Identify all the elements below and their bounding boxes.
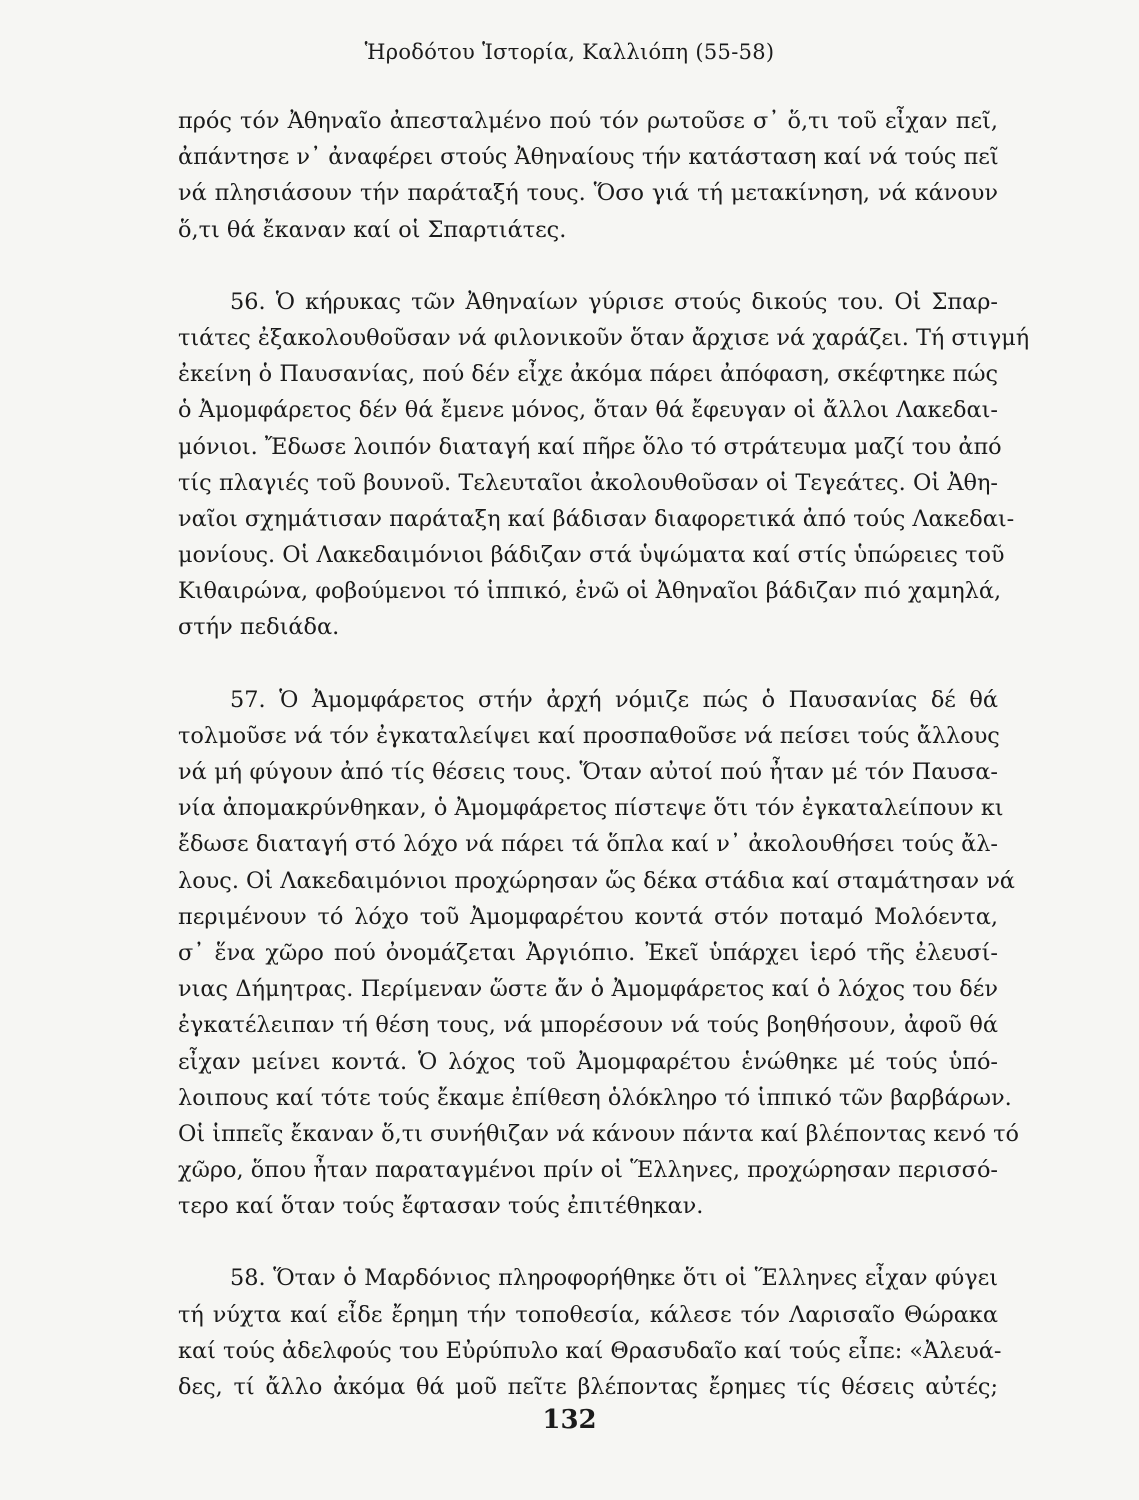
- text-line: σ᾽ ἕνα χῶρο πού ὀνομάζεται Ἀργιόπιο. Ἐκεῖ ὑπάρχει ἱερό τῆς ἐλευσί-: [178, 939, 998, 966]
- text-line: ἀπάντησε ν᾽ ἀναφέρει στούς Ἀθηναίους τήν κατάσταση καί νά τούς πεῖ: [178, 144, 999, 171]
- text-line: ὁ Ἀμομφάρετος δέν θά ἔμενε μόνος, ὅταν θά ἔφευγαν οἱ ἄλλοι Λακεδαι-: [178, 397, 998, 424]
- text-line: τή νύχτα καί εἶδε ἔρημη τήν τοποθεσία, κάλεσε τόν Λαρισαῖο Θώρακα: [178, 1301, 998, 1328]
- text-line: νά μή φύγουν ἀπό τίς θέσεις τους. Ὅταν αὐτοί πού ἦταν μέ τόν Παυσα-: [178, 759, 998, 785]
- text-line: νιας Δήμητρας. Περίμεναν ὥστε ἄν ὁ Ἀμομφάρετος καί ὁ λόχος του δέν: [178, 976, 998, 1003]
- paragraph-56: [178, 284, 1030, 646]
- text-line: τολμοῦσε νά τόν ἐγκαταλείψει καί προσπαθοῦσε νά πείσει τούς ἄλλους: [178, 722, 1000, 749]
- paragraph-spacer: [178, 248, 998, 284]
- text-line: μόνιοι. Ἔδωσε λοιπόν διαταγή καί πῆρε ὅλο τό στράτευμα μαζί του ἀπό: [178, 433, 1002, 460]
- text-line: 58. Ὅταν ὁ Μαρδόνιος πληροφορήθηκε ὅτι οἱ Ἕλληνες εἶχαν φύγει: [230, 1265, 998, 1292]
- text-line: Οἱ ἱππεῖς ἔκαναν ὅ,τι συνήθιζαν νά κάνουν πάντα καί βλέποντας κενό τό: [178, 1120, 1019, 1147]
- text-line: χῶρο, ὅπου ἦταν παραταγμένοι πρίν οἱ Ἕλληνες, προχώρησαν περισσό-: [178, 1157, 998, 1184]
- paragraph-continuation: [178, 103, 998, 248]
- text-line: νία ἀπομακρύνθηκαν, ὁ Ἀμομφάρετος πίστεψε ὅτι τόν ἐγκαταλείπουν κι: [178, 795, 1004, 822]
- text-line: τιάτες ἐξακολουθοῦσαν νά φιλονικοῦν ὅταν ἄρχισε νά χαράζει. Τή στιγμή: [178, 324, 1030, 351]
- text-line: μονίους. Οἱ Λακεδαιμόνιοι βάδιζαν στά ὑψώματα καί στίς ὑπώρειες τοῦ: [178, 542, 1005, 569]
- text-line: τίς πλαγιές τοῦ βουνοῦ. Τελευταῖοι ἀκολουθοῦσαν οἱ Τεγεάτες. Οἱ Ἀθη-: [178, 469, 998, 496]
- paragraph-57: [178, 682, 1019, 1225]
- text-line: ὅ,τι θά ἔκαναν καί οἱ Σπαρτιάτες.: [178, 216, 567, 243]
- body-text: [178, 103, 1030, 1405]
- text-line: ναῖοι σχημάτισαν παράταξη καί βάδισαν διαφορετικά ἀπό τούς Λακεδαι-: [178, 505, 1015, 532]
- paragraph-58: [178, 1260, 1002, 1405]
- running-header: Ἡροδότου Ἱστορία, Καλλιόπη (55-58): [364, 40, 775, 64]
- text-line: λοιπους καί τότε τούς ἔκαμε ἐπίθεση ὁλόκληρο τό ἱππικό τῶν βαρβάρων.: [178, 1084, 1012, 1111]
- text-line: 56. Ὁ κήρυκας τῶν Ἀθηναίων γύρισε στούς δικούς του. Οἱ Σπαρ-: [230, 288, 998, 315]
- text-line: στήν πεδιάδα.: [178, 614, 340, 641]
- text-line: 57. Ὁ Ἀμομφάρετος στήν ἀρχή νόμιζε πώς ὁ Παυσανίας δέ θά: [230, 686, 998, 713]
- text-line: νά πλησιάσουν τήν παράταξή τους. Ὅσο γιά τή μετακίνηση, νά κάνουν: [178, 180, 998, 207]
- text-line: δες, τί ἄλλο ἀκόμα θά μοῦ πεῖτε βλέποντας ἔρημες τίς θέσεις αὐτές;: [178, 1374, 998, 1400]
- paragraph-spacer: [178, 646, 998, 682]
- page-number: 132: [542, 1405, 597, 1435]
- paragraph-spacer: [178, 1224, 998, 1260]
- text-line: Κιθαιρώνα, φοβούμενοι τό ἱππικό, ἐνῶ οἱ Ἀθηναῖοι βάδιζαν πιό χαμηλά,: [178, 578, 1002, 605]
- text-line: καί τούς ἀδελφούς του Εὐρύπυλο καί Θρασυδαῖο καί τούς εἶπε: «Ἀλευά-: [178, 1337, 1002, 1364]
- text-line: λους. Οἱ Λακεδαιμόνιοι προχώρησαν ὥς δέκα στάδια καί σταμάτησαν νά: [178, 867, 1015, 894]
- text-line: τερο καί ὅταν τούς ἔφτασαν τούς ἐπιτέθηκαν.: [178, 1193, 704, 1220]
- text-line: ἐγκατέλειπαν τή θέση τους, νά μπορέσουν νά τούς βοηθήσουν, ἀφοῦ θά: [178, 1012, 998, 1039]
- text-line: πρός τόν Ἀθηναῖο ἀπεσταλμένο πού τόν ρωτοῦσε σ᾽ ὅ,τι τοῦ εἶχαν πεῖ,: [178, 108, 998, 134]
- text-line: ἐκείνη ὁ Παυσανίας, πού δέν εἶχε ἀκόμα πάρει ἀπόφαση, σκέφτηκε πώς: [178, 361, 998, 388]
- text-line: ἔδωσε διαταγή στό λόχο νά πάρει τά ὅπλα καί ν᾽ ἀκολουθήσει τούς ἄλ-: [178, 831, 998, 858]
- text-line: εἶχαν μείνει κοντά. Ὁ λόχος τοῦ Ἀμομφαρέτου ἑνώθηκε μέ τούς ὑπό-: [178, 1048, 998, 1075]
- text-line: περιμένουν τό λόχο τοῦ Ἀμομφαρέτου κοντά στόν ποταμό Μολόεντα,: [178, 903, 998, 930]
